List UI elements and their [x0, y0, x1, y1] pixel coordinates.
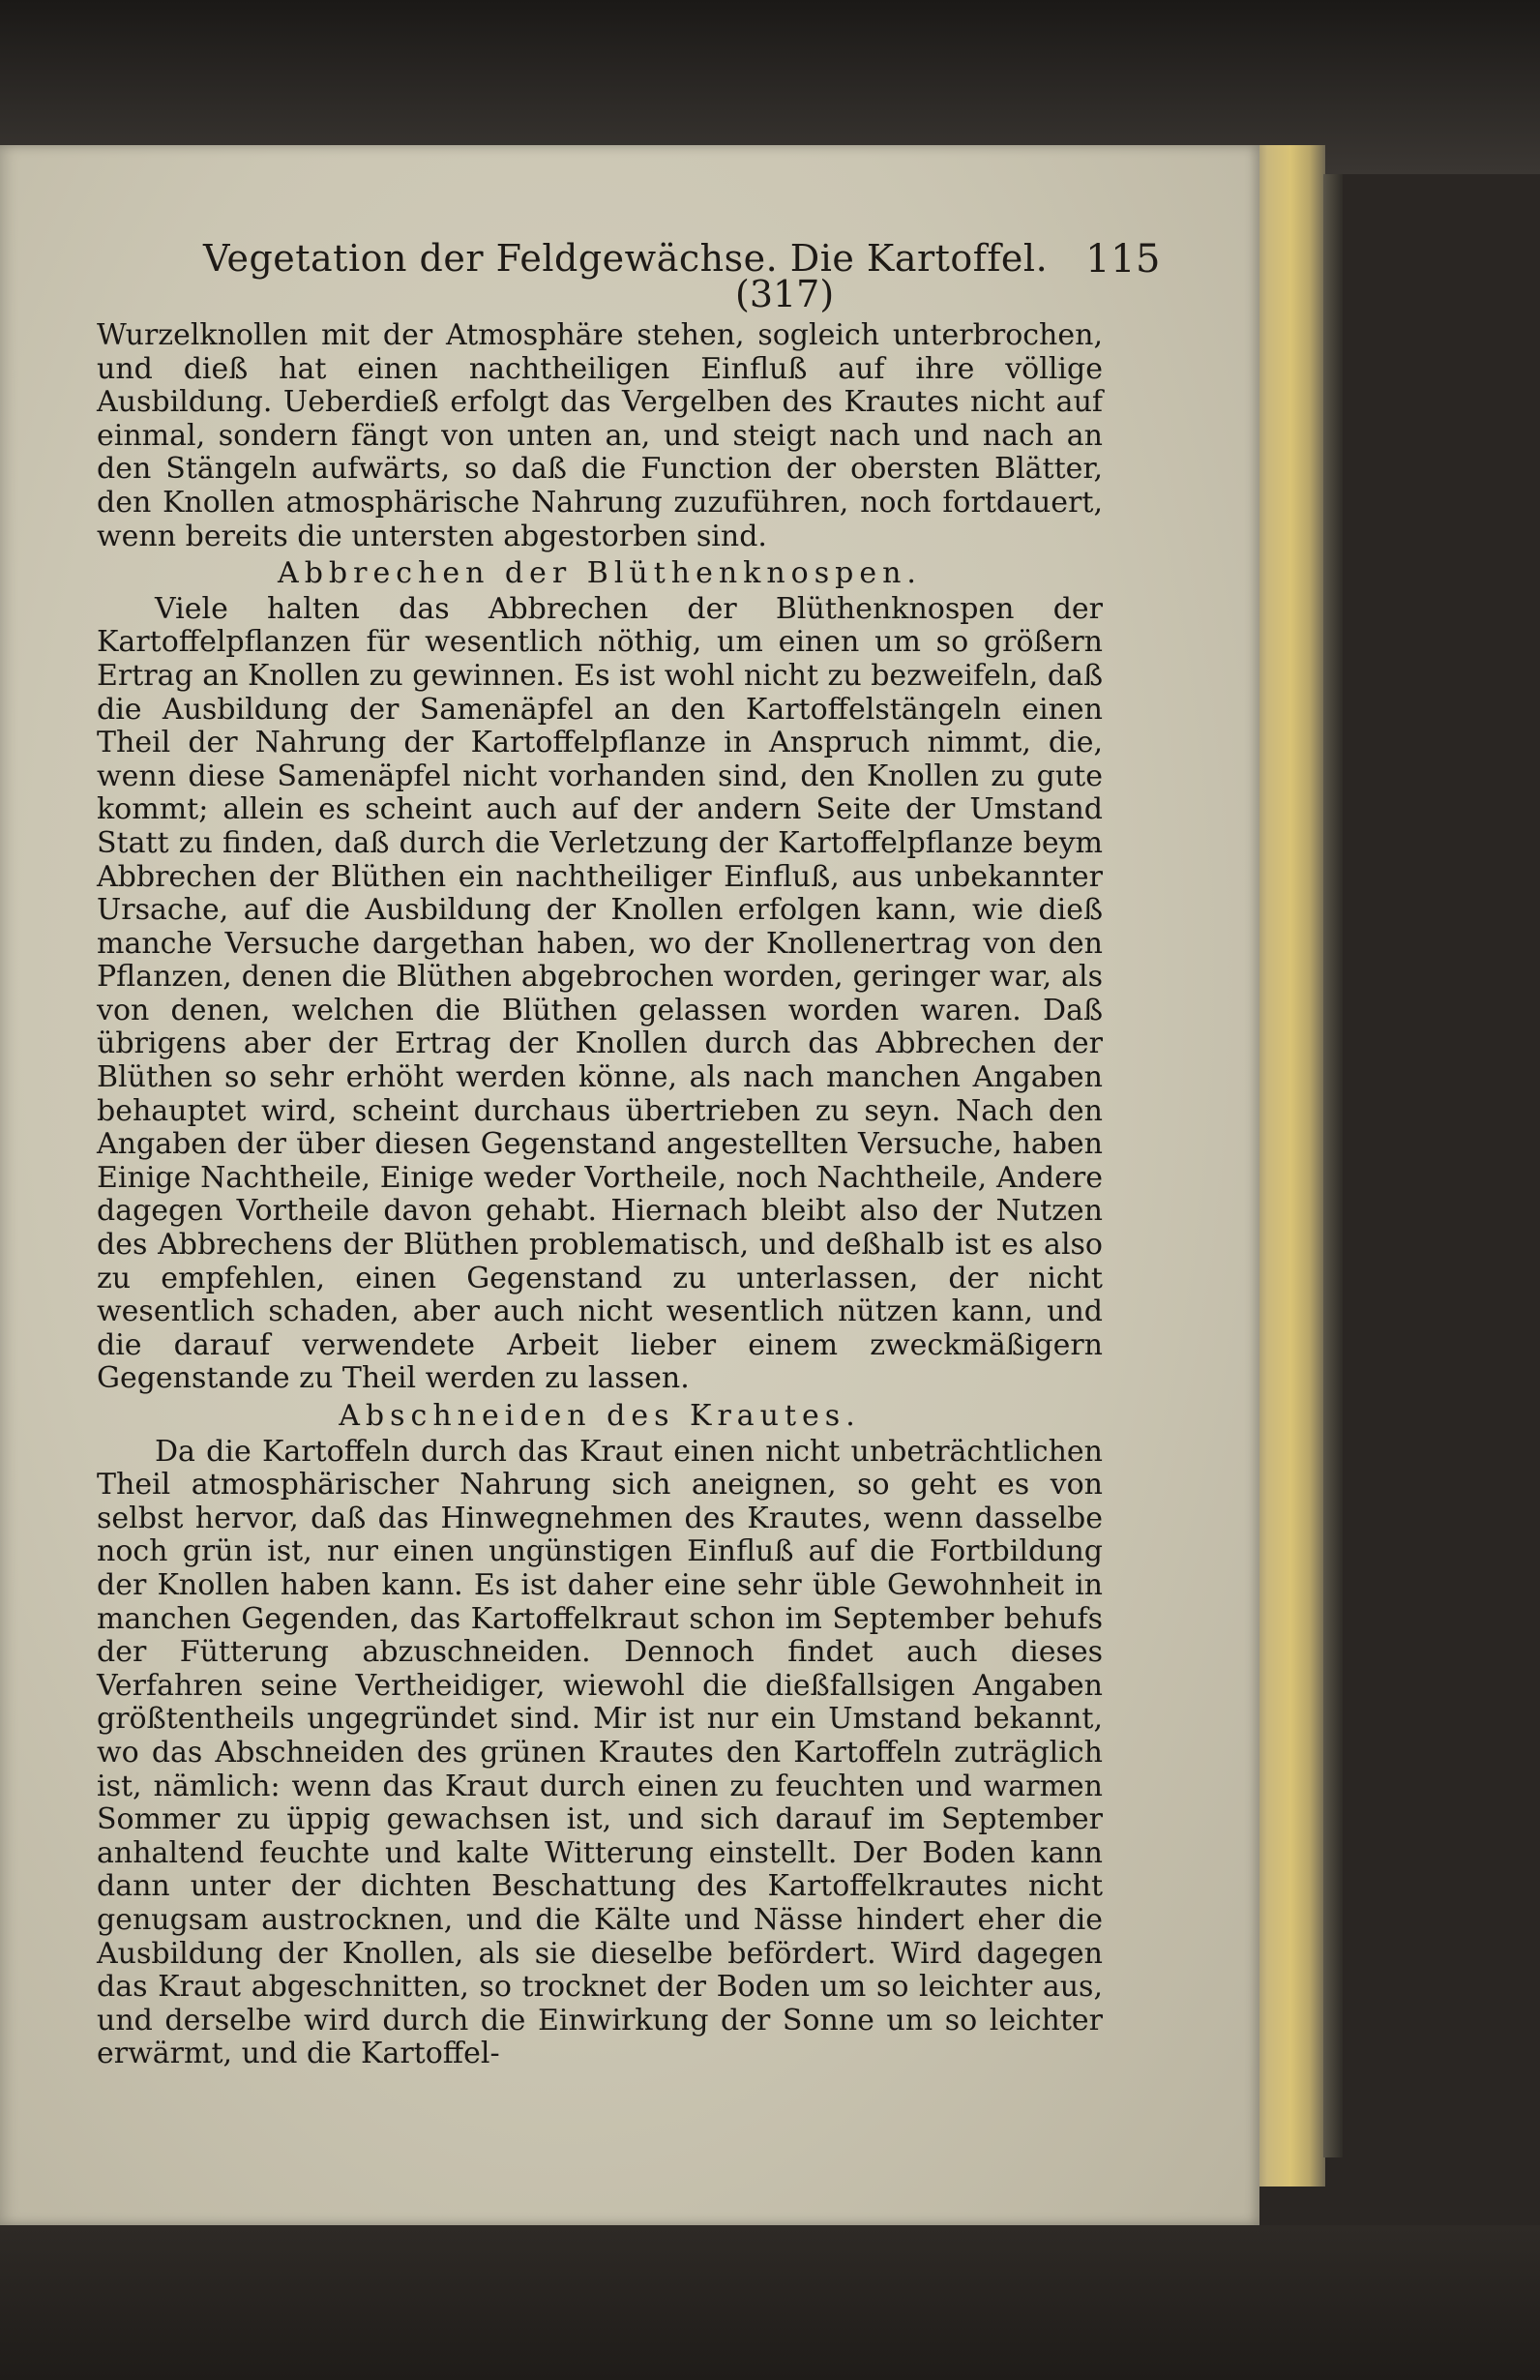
section-heading: Abschneiden des Krautes. — [339, 1399, 861, 1433]
running-title: Vegetation der Feldgewächse. Die Kartoffel. — [203, 237, 1049, 280]
paragraph: Viele halten das Abbrechen der Blüthenknospen der Kartoffelpflanzen für wesentlich nöthig, um einen um so größern Ertrag an Knollen zu gewinnen. Es ist wohl nicht zu bezweifeln, daß die Ausbildung der Samenäpfel an den Kartoffelstängeln einen Theil der Nahrung der Kartoffelpflanze in Anspruch nimmt, die, wenn diese Samenäpfel nicht vorhanden sind, den Knollen zu gute kommt; allein es scheint auch auf der andern Seite der Umstand Statt zu finden, daß durch die Verletzung der Kartoffelpflanze beym Abbrechen der Blüthen ein nachtheiliger Einfluß, aus unbekannter Ursache, auf die Ausbildung der Knollen erfolgen kann, wie dieß manche Versuche dargethan haben, wo der Knollenertrag von den Pflanzen, denen die Blüthen abgebrochen worden, geringer war, als von denen, welchen die Blüthen gelassen worden waren. Daß übrigens aber der Ertrag der Knollen durch das Abbrechen der Blüthen so sehr erhöht werden könne, als nach manchen Angaben behauptet wird, scheint durchaus übertrieben zu seyn. Nach den Angaben der über diesen Gegenstand angestellten Versuche, haben Einige Nachtheile, Einige weder Vortheile, noch Nachtheile, Andere dagegen Vortheile davon gehabt. Hiernach bleibt also der Nutzen des Abbrechens der Blüthen problematisch, und deßhalb ist es also zu empfehlen, einen Gegenstand zu unterlassen, der nicht wesentlich schaden, aber auch nicht wesentlich nützen kann, und die darauf verwendete Arbeit lieber einem zweckmäßigern Gegenstande zu Theil werden zu lassen. — [97, 591, 1103, 1396]
original-page-number: (317) — [735, 273, 835, 315]
running-head — [203, 237, 1161, 295]
section-heading: Abbrechen der Blüthenknospen. — [278, 556, 922, 591]
paragraph: Wurzelknollen mit der Atmosphäre stehen, sogleich unterbrochen, und dieß hat einen nachtheiligen Einfluß auf ihre völlige Ausbildung. Ueberdieß erfolgt das Vergelben des Krautes nicht auf einmal, sondern fängt von unten an, und steigt nach und nach an den Stängeln aufwärts, so daß die Function der obersten Blätter, den Knollen atmosphärische Nahrung zuzuführen, noch fortdauert, wenn bereits die untersten abgestorben sind. — [97, 318, 1103, 553]
paragraph: Da die Kartoffeln durch das Kraut einen nicht unbeträchtlichen Theil atmosphärischer Nahrung sich aneignen, so geht es von selbst hervor, daß das Hinwegnehmen des Krautes, wenn dasselbe noch grün ist, nur einen ungünstigen Einfluß auf die Fortbildung der Knollen haben kann. Es ist daher eine sehr üble Gewohnheit in manchen Gegenden, das Kartoffelkraut schon im September behufs der Fütterung abzuschneiden. Dennoch findet auch dieses Verfahren seine Vertheidiger, wiewohl die dießfallsigen Angaben größtentheils ungegründet sind. Mir ist nur ein Umstand bekannt, wo das Abschneiden des grünen Krautes den Kartoffeln zuträglich ist, nämlich: wenn das Kraut durch einen zu feuchten und warmen Sommer zu üppig gewachsen ist, und sich darauf im September anhaltend feuchte und kalte Witterung einstellt. Der Boden kann dann unter der dichten Beschattung des Kartoffelkrautes nicht genugsam austrocknen, und die Kälte und Nässe hindert eher die Ausbildung der Knollen, als sie dieselbe befördert. Wird dagegen das Kraut abgeschnitten, so trocknet der Boden um so leichter aus, und derselbe wird durch die Einwirkung der Sonne um so leichter erwärmt, und die Kartoffel- — [97, 1434, 1103, 2071]
dark-background-bottom — [0, 2225, 1540, 2380]
book-cover-edge — [1323, 174, 1343, 2157]
body-text — [97, 319, 1103, 2071]
book-page — [0, 145, 1259, 2225]
page-number: 115 — [1085, 237, 1161, 282]
page-block-edge — [1248, 145, 1325, 2187]
